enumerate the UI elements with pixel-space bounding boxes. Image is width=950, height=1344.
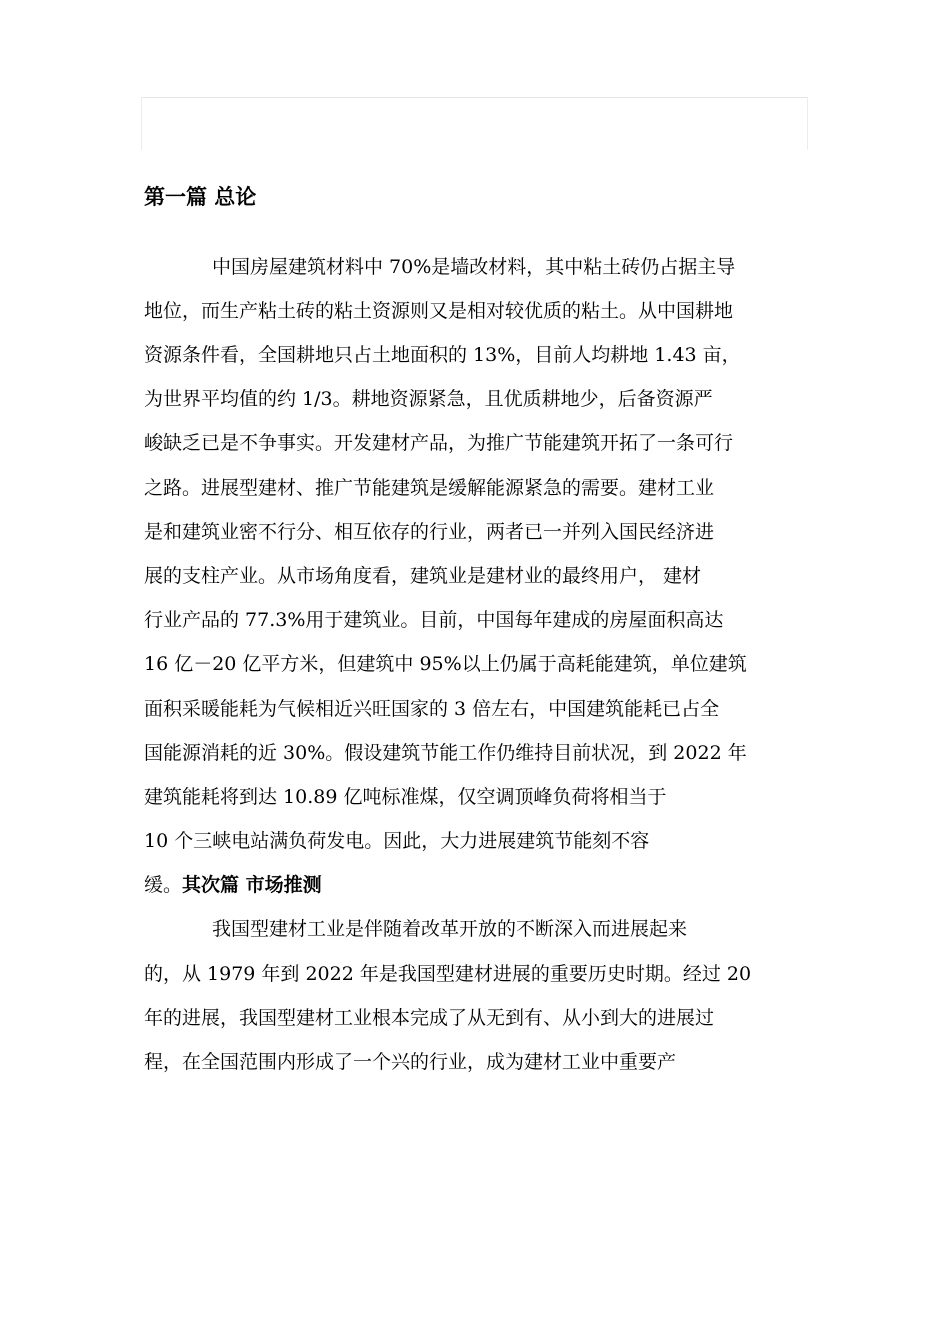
paragraph-2-line-3: 年的进展，我国型建材工业根本完成了从无到有、从小到大的进展过 — [144, 1007, 715, 1029]
paragraph-1-line-1: 中国房屋建筑材料中 70%是墙改材料，其中粘土砖仍占据主导 — [212, 256, 736, 278]
paragraph-2-line-2: 的，从 1979 年到 2022 年是我国型建材进展的重要历史时期。经过 20 — [144, 963, 752, 985]
paragraph-1-line-5: 峻缺乏已是不争事实。开发建材产品，为推广节能建筑开拓了一条可行 — [144, 432, 734, 454]
section-2-heading-line — [144, 876, 322, 895]
page-header-box — [141, 97, 808, 150]
paragraph-2-line-1: 我国型建材工业是伴随着改革开放的不断深入而进展起来 — [212, 918, 688, 940]
paragraph-1-line-11: 面积采暖能耗为气候相近兴旺国家的 3 倍左右，中国建筑能耗已占全 — [144, 698, 720, 720]
paragraph-1-line-9: 行业产品的 77.3%用于建筑业。目前，中国每年建成的房屋面积高达 — [144, 609, 724, 631]
paragraph-1-line-10: 16 亿－20 亿平方米，但建筑中 95%以上仍属于高耗能建筑，单位建筑 — [144, 653, 747, 675]
paragraph-1-line-3: 资源条件看，全国耕地只占土地面积的 13%，目前人均耕地 1.43 亩， — [144, 344, 741, 366]
paragraph-1-line-8: 展的支柱产业。从市场角度看，建筑业是建材业的最终用户， 建材 — [144, 565, 702, 587]
paragraph-1-line-14: 10 个三峡电站满负荷发电。因此，大力进展建筑节能刻不容 — [144, 830, 650, 852]
section-1-title: 第一篇 总论 — [144, 184, 257, 209]
paragraph-1-line-7: 是和建筑业密不行分、相互依存的行业，两者已一并列入国民经济进 — [144, 521, 715, 543]
paragraph-2-line-4: 程，在全国范围内形成了一个兴的行业，成为建材工业中重要产 — [144, 1051, 677, 1073]
paragraph-1-line-12: 国能源消耗的近 30%。假设建筑节能工作仍维持目前状况，到 2022 年 — [144, 742, 747, 764]
section-2-title: 其次篇 市场推测 — [182, 874, 322, 896]
paragraph-1-line-2: 地位，而生产粘土砖的粘土资源则又是相对较优质的粘土。从中国耕地 — [144, 300, 734, 322]
paragraph-1-last-fragment: 缓。 — [144, 874, 183, 896]
paragraph-1-line-4: 为世界平均值的约 1/3。耕地资源紧急，且优质耕地少，后备资源严 — [144, 388, 713, 410]
paragraph-1-line-13: 建筑能耗将到达 10.89 亿吨标准煤，仅空调顶峰负荷将相当于 — [144, 786, 667, 808]
paragraph-1-line-6: 之路。进展型建材、推广节能建筑是缓解能源紧急的需要。建材工业 — [144, 477, 715, 499]
